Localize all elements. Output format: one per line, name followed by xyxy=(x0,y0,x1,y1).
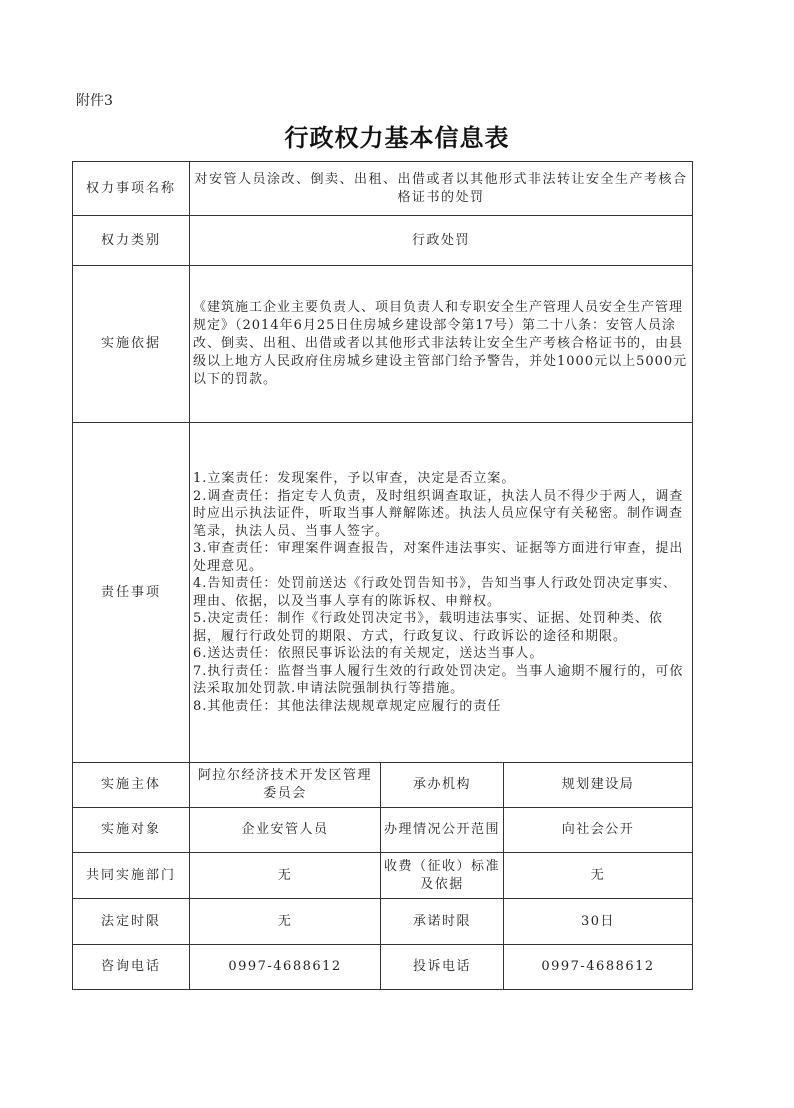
responsibility-item: 1.立案责任：发现案件，予以审查，决定是否立案。 xyxy=(193,471,516,486)
responsibility-item: 7.执行责任：监督当事人履行生效的行政处罚决定。当事人逾期不履行的，可依法采取加处罚款.申请法院强制执行等措施。 xyxy=(193,663,684,696)
joint-value: 无 xyxy=(190,853,381,899)
complaint-phone-value: 0997-4688612 xyxy=(504,945,693,990)
responsibility-label: 责任事项 xyxy=(73,423,190,763)
subject-label: 实施主体 xyxy=(73,763,190,808)
row-subject xyxy=(73,763,693,808)
responsibility-item: 8.其他责任：其他法律法规规章规定应履行的责任 xyxy=(193,698,502,714)
responsibility-item: 3.审查责任：审理案件调查报告，对案件违法事实、证据等方面进行审查，提出处理意见。 xyxy=(193,541,684,574)
basis-label: 实施依据 xyxy=(73,266,190,423)
responsibility-item: 6.送达责任：依照民事诉讼法的有关规定，送达当事人。 xyxy=(193,646,544,661)
promised-time-value: 30日 xyxy=(504,899,693,945)
subject-value: 阿拉尔经济技术开发区管理委员会 xyxy=(190,763,381,808)
name-value: 对安管人员涂改、倒卖、出租、出借或者以其他形式非法转让安全生产考核合格证书的处罚 xyxy=(190,162,693,216)
legal-time-label: 法定时限 xyxy=(73,899,190,945)
agency-label: 承办机构 xyxy=(381,763,504,808)
consult-phone-value: 0997-4688612 xyxy=(190,945,381,990)
row-joint xyxy=(73,853,693,899)
consult-phone-label: 咨询电话 xyxy=(73,945,190,990)
page-title: 行政权力基本信息表 xyxy=(284,123,510,152)
basis-value: 《建筑施工企业主要负责人、项目负责人和专职安全生产管理人员安全生产管理规定》（2014年6月25日住房城乡建设部令第17号）第二十八条：安管人员涂改、倒卖、出租、出借或者以其他形式非法转让安全生产考核合格证书的，由县级以上地方人民政府住房城乡建设主管部门给予警告，并处1000元以上5000元以下的罚款。 xyxy=(190,266,693,423)
fee-value: 无 xyxy=(504,853,693,899)
responsibility-item: 5.决定责任：制作《行政处罚决定书》，载明违法事实、证据、处罚种类、依据，履行行政处罚的期限、方式，行政复议、行政诉讼的途径和期限。 xyxy=(193,611,663,644)
name-label: 权力事项名称 xyxy=(73,162,190,216)
disclosure-label: 办理情况公开范围 xyxy=(381,808,504,853)
attachment-label: 附件3 xyxy=(76,93,113,109)
category-label: 权力类别 xyxy=(73,216,190,266)
responsibility-item: 4.告知责任：处罚前送达《行政处罚告知书》，告知当事人行政处罚决定事实、理由、依据，以及当事人享有的陈诉权、申辩权。 xyxy=(193,576,677,609)
info-table xyxy=(72,161,693,990)
fee-label: 收费（征收）标准及依据 xyxy=(381,853,504,899)
legal-time-value: 无 xyxy=(190,899,381,945)
row-basis xyxy=(73,266,693,423)
joint-label: 共同实施部门 xyxy=(73,853,190,899)
row-category xyxy=(73,216,693,266)
promised-time-label: 承诺时限 xyxy=(381,899,504,945)
category-value: 行政处罚 xyxy=(190,216,693,266)
row-time xyxy=(73,899,693,945)
agency-value: 规划建设局 xyxy=(504,763,693,808)
row-phone xyxy=(73,945,693,990)
responsibility-list xyxy=(190,423,693,763)
responsibility-item: 2.调查责任：指定专人负责，及时组织调查取证，执法人员不得少于两人，调查时应出示执法证件，听取当事人辩解陈述。执法人员应保守有关秘密。制作调查笔录，执法人员、当事人签字。 xyxy=(193,488,684,539)
row-responsibility xyxy=(73,423,693,763)
row-target xyxy=(73,808,693,853)
complaint-phone-label: 投诉电话 xyxy=(381,945,504,990)
target-value: 企业安管人员 xyxy=(190,808,381,853)
row-name xyxy=(73,162,693,216)
disclosure-value: 向社会公开 xyxy=(504,808,693,853)
target-label: 实施对象 xyxy=(73,808,190,853)
